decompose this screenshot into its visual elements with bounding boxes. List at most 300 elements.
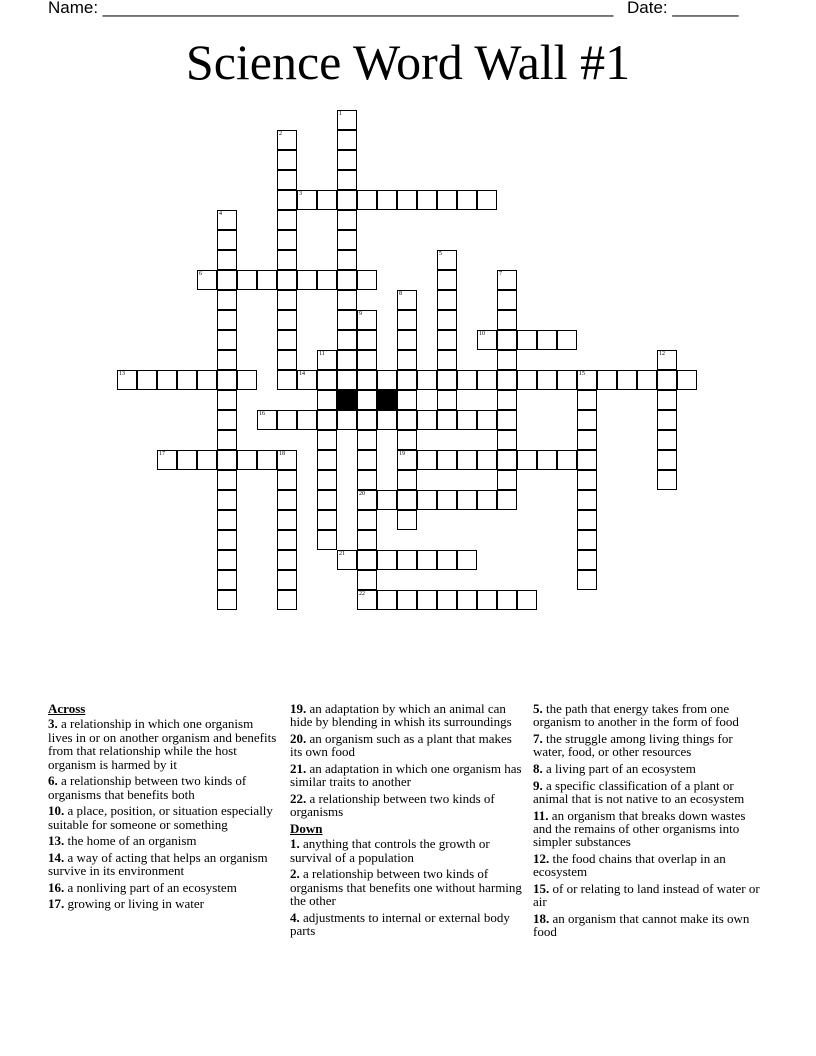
crossword-cell[interactable] xyxy=(437,490,457,510)
clue-item-text: an organism that breaks down wastes and the remains of other organisms into simpler substances xyxy=(533,807,746,850)
crossword-cell[interactable] xyxy=(197,370,217,390)
crossword-cell[interactable] xyxy=(357,390,377,410)
crossword-cell[interactable] xyxy=(357,410,377,430)
crossword-cell[interactable] xyxy=(337,150,357,170)
crossword-cell[interactable] xyxy=(357,470,377,490)
crossword-cell[interactable] xyxy=(477,490,497,510)
clue-item-number: 19. xyxy=(290,701,307,716)
clue-number: 16 xyxy=(259,411,265,417)
clue-number: 9 xyxy=(359,311,362,317)
crossword-cell[interactable] xyxy=(397,490,417,510)
crossword-cell[interactable] xyxy=(557,330,577,350)
clue-number: 11 xyxy=(319,351,325,357)
crossword-cell[interactable] xyxy=(417,410,437,430)
crossword-cell[interactable] xyxy=(277,570,297,590)
crossword-cell[interactable] xyxy=(337,230,357,250)
clue-item-number: 3. xyxy=(48,716,58,732)
crossword-cell[interactable] xyxy=(437,370,457,390)
crossword-cell[interactable] xyxy=(277,490,297,510)
clue-item xyxy=(533,809,765,849)
crossword-cell[interactable] xyxy=(217,330,237,350)
crossword-cell[interactable] xyxy=(497,450,517,470)
crossword-cell[interactable] xyxy=(317,390,337,410)
crossword-cell[interactable] xyxy=(277,510,297,530)
crossword-cell[interactable] xyxy=(517,370,537,390)
crossword-cell[interactable] xyxy=(117,370,137,390)
crossword-cell[interactable] xyxy=(277,350,297,370)
clue-number: 7 xyxy=(499,271,502,277)
crossword-cell[interactable] xyxy=(177,370,197,390)
crossword-cell[interactable] xyxy=(217,270,237,290)
crossword-black-cell xyxy=(377,390,397,410)
crossword-cell[interactable] xyxy=(397,370,417,390)
crossword-cell[interactable] xyxy=(377,490,397,510)
crossword-cell[interactable] xyxy=(137,370,157,390)
crossword-cell[interactable] xyxy=(577,410,597,430)
crossword-cell[interactable] xyxy=(397,350,417,370)
crossword-cell[interactable] xyxy=(277,370,297,390)
clue-column-1 xyxy=(48,702,280,914)
crossword-cell[interactable] xyxy=(657,450,677,470)
crossword-cell[interactable] xyxy=(397,290,417,310)
crossword-cell[interactable] xyxy=(317,530,337,550)
crossword-cell[interactable] xyxy=(497,370,517,390)
crossword-cell[interactable] xyxy=(577,490,597,510)
crossword-cell[interactable] xyxy=(397,470,417,490)
crossword-cell[interactable] xyxy=(237,450,257,470)
crossword-cell[interactable] xyxy=(577,390,597,410)
crossword-cell[interactable] xyxy=(337,370,357,390)
clue-number: 2 xyxy=(279,131,282,137)
crossword-cell[interactable] xyxy=(497,410,517,430)
crossword-cell[interactable] xyxy=(317,270,337,290)
clue-item-number: 4. xyxy=(290,909,300,925)
crossword-cell[interactable] xyxy=(357,450,377,470)
clue-item-text: a relationship between two kinds of organisms xyxy=(290,791,495,820)
crossword-cell[interactable] xyxy=(257,270,277,290)
clue-item-text: adjustments to internal or external body parts xyxy=(290,909,510,939)
crossword-cell[interactable] xyxy=(337,350,357,370)
crossword-cell[interactable] xyxy=(537,330,557,350)
crossword-cell[interactable] xyxy=(277,530,297,550)
crossword-cell[interactable] xyxy=(597,370,617,390)
crossword-cell[interactable] xyxy=(457,550,477,570)
page-title: Science Word Wall #1 xyxy=(185,34,631,90)
crossword-cell[interactable] xyxy=(317,490,337,510)
crossword-cell[interactable] xyxy=(477,370,497,390)
crossword-cell[interactable] xyxy=(437,330,457,350)
clue-item-number: 13. xyxy=(48,833,65,849)
crossword-cell[interactable] xyxy=(277,150,297,170)
crossword-cell[interactable] xyxy=(537,370,557,390)
crossword-cell[interactable] xyxy=(317,430,337,450)
clue-item xyxy=(533,912,765,939)
date-field-line[interactable]: Date: _______ xyxy=(627,0,739,17)
clue-item-number: 10. xyxy=(48,803,65,819)
crossword-cell[interactable] xyxy=(397,590,417,610)
crossword-cell[interactable] xyxy=(357,190,377,210)
crossword-cell[interactable] xyxy=(457,410,477,430)
crossword-cell[interactable] xyxy=(437,270,457,290)
clue-number: 8 xyxy=(399,291,402,297)
crossword-cell[interactable] xyxy=(317,370,337,390)
crossword-cell[interactable] xyxy=(417,590,437,610)
clue-column-3 xyxy=(533,702,765,942)
clue-number: 15 xyxy=(579,371,585,377)
clue-item-text: a specific classification of a plant or animal that is not native to an ecosystem xyxy=(533,777,745,806)
crossword-cell[interactable] xyxy=(217,390,237,410)
crossword-cell[interactable] xyxy=(357,370,377,390)
crossword-cell[interactable] xyxy=(517,450,537,470)
crossword-cell[interactable] xyxy=(197,450,217,470)
crossword-cell[interactable] xyxy=(357,570,377,590)
clue-item xyxy=(48,881,280,894)
crossword-cell[interactable] xyxy=(337,250,357,270)
crossword-cell[interactable] xyxy=(277,290,297,310)
crossword-cell[interactable] xyxy=(657,410,677,430)
crossword-cell[interactable] xyxy=(517,590,537,610)
clue-item-text: the struggle among living things for water, food, or other resources xyxy=(533,731,733,760)
crossword-cell[interactable] xyxy=(617,370,637,390)
crossword-cell[interactable] xyxy=(657,370,677,390)
clue-item xyxy=(290,732,522,759)
crossword-cell[interactable] xyxy=(377,410,397,430)
clue-item-text: the path that energy takes from one organism to another in the form of food xyxy=(533,701,739,730)
crossword-cell[interactable] xyxy=(517,330,537,350)
crossword-cell[interactable] xyxy=(497,270,517,290)
clue-item-number: 22. xyxy=(290,791,307,806)
crossword-cell[interactable] xyxy=(217,510,237,530)
crossword-cell[interactable] xyxy=(577,550,597,570)
clue-number: 17 xyxy=(159,451,165,457)
crossword-cell[interactable] xyxy=(577,570,597,590)
crossword-cell[interactable] xyxy=(397,390,417,410)
clue-item-number: 12. xyxy=(533,851,550,866)
clue-item-number: 1. xyxy=(290,836,300,852)
crossword-cell[interactable] xyxy=(457,190,477,210)
clue-number: 14 xyxy=(299,371,305,377)
crossword-cell[interactable] xyxy=(437,390,457,410)
crossword-cell[interactable] xyxy=(277,170,297,190)
clue-item-number: 2. xyxy=(290,866,300,882)
crossword-cell[interactable] xyxy=(217,370,237,390)
crossword-cell[interactable] xyxy=(217,570,237,590)
crossword-cell[interactable] xyxy=(577,510,597,530)
clue-item xyxy=(48,774,280,801)
crossword-cell[interactable] xyxy=(157,370,177,390)
crossword-cell[interactable] xyxy=(437,250,457,270)
crossword-cell[interactable] xyxy=(317,510,337,530)
clue-item-number: 6. xyxy=(48,773,58,789)
crossword-cell[interactable] xyxy=(337,270,357,290)
crossword-cell[interactable] xyxy=(317,450,337,470)
crossword-cell[interactable] xyxy=(217,470,237,490)
crossword-cell[interactable] xyxy=(497,490,517,510)
crossword-cell[interactable] xyxy=(577,450,597,470)
clue-item xyxy=(290,867,522,907)
crossword-cell[interactable] xyxy=(357,530,377,550)
crossword-cell[interactable] xyxy=(497,430,517,450)
clue-number: 12 xyxy=(659,351,665,357)
clue-item-number: 5. xyxy=(533,701,543,716)
clue-item-text: a relationship between two kinds of organisms that benefits both xyxy=(48,773,247,802)
crossword-cell[interactable] xyxy=(437,190,457,210)
crossword-cell[interactable] xyxy=(177,450,197,470)
clue-item xyxy=(533,702,765,729)
crossword-cell[interactable] xyxy=(357,550,377,570)
clue-number: 4 xyxy=(219,211,222,217)
crossword-cell[interactable] xyxy=(277,230,297,250)
clue-item xyxy=(290,702,522,729)
clue-item-number: 20. xyxy=(290,731,307,746)
down-heading: Down xyxy=(290,821,323,836)
crossword-cell[interactable] xyxy=(197,270,217,290)
crossword-cell[interactable] xyxy=(457,490,477,510)
clue-item-text: a place, position, or situation especially suitable for someone or something xyxy=(48,803,273,832)
crossword-cell[interactable] xyxy=(397,510,417,530)
crossword-cell[interactable] xyxy=(277,270,297,290)
crossword-cell[interactable] xyxy=(397,550,417,570)
clue-item-text: an organism that cannot make its own food xyxy=(533,911,750,940)
clue-number: 3 xyxy=(299,191,302,197)
crossword-cell[interactable] xyxy=(217,450,237,470)
crossword-cell[interactable] xyxy=(357,310,377,330)
clue-number: 19 xyxy=(399,451,405,457)
crossword-cell[interactable] xyxy=(277,190,297,210)
crossword-cell[interactable] xyxy=(537,450,557,470)
crossword-cell[interactable] xyxy=(437,450,457,470)
crossword-cell[interactable] xyxy=(377,590,397,610)
crossword-cell[interactable] xyxy=(677,370,697,390)
crossword-cell[interactable] xyxy=(317,190,337,210)
crossword-cell[interactable] xyxy=(417,190,437,210)
clue-item-number: 7. xyxy=(533,731,543,746)
crossword-cell[interactable] xyxy=(577,530,597,550)
crossword-cell[interactable] xyxy=(217,590,237,610)
crossword-cell[interactable] xyxy=(317,470,337,490)
crossword-cell[interactable] xyxy=(417,370,437,390)
crossword-cell[interactable] xyxy=(217,430,237,450)
crossword-cell[interactable] xyxy=(277,310,297,330)
clue-item-number: 21. xyxy=(290,761,307,776)
crossword-cell[interactable] xyxy=(397,450,417,470)
crossword-cell[interactable] xyxy=(477,330,497,350)
name-field-line[interactable]: Name: ______________________________________________________ xyxy=(48,0,614,17)
crossword-cell[interactable] xyxy=(157,450,177,470)
clue-number: 22 xyxy=(359,591,365,597)
crossword-cell[interactable] xyxy=(277,550,297,570)
clue-item xyxy=(48,804,280,831)
clue-item-text: the home of an organism xyxy=(64,833,197,849)
crossword-cell[interactable] xyxy=(577,370,597,390)
clue-item-number: 14. xyxy=(48,849,65,865)
crossword-cell[interactable] xyxy=(457,370,477,390)
clue-number: 20 xyxy=(359,491,365,497)
crossword-cell[interactable] xyxy=(237,270,257,290)
crossword-cell[interactable] xyxy=(277,450,297,470)
clue-item xyxy=(533,852,765,879)
clue-item xyxy=(48,717,280,771)
crossword-cell[interactable] xyxy=(277,250,297,270)
crossword-cell[interactable] xyxy=(357,510,377,530)
crossword-cell[interactable] xyxy=(417,450,437,470)
crossword-cell[interactable] xyxy=(277,130,297,150)
crossword-cell[interactable] xyxy=(217,210,237,230)
crossword-cell[interactable] xyxy=(277,210,297,230)
clue-column-2 xyxy=(290,702,522,941)
clue-item-text: anything that controls the growth or survival of a population xyxy=(290,836,490,865)
crossword-cell[interactable] xyxy=(377,190,397,210)
crossword-cell[interactable] xyxy=(437,290,457,310)
crossword-cell[interactable] xyxy=(297,190,317,210)
crossword-cell[interactable] xyxy=(377,370,397,390)
clue-item xyxy=(290,911,522,938)
crossword-cell[interactable] xyxy=(397,410,417,430)
crossword-cell[interactable] xyxy=(437,410,457,430)
crossword-cell[interactable] xyxy=(497,330,517,350)
crossword-cell[interactable] xyxy=(457,590,477,610)
crossword-cell[interactable] xyxy=(577,430,597,450)
crossword-cell[interactable] xyxy=(217,530,237,550)
clue-item-text: an adaptation in which one organism has similar traits to another xyxy=(290,761,522,790)
clue-item xyxy=(48,897,280,910)
clue-number: 6 xyxy=(199,271,202,277)
clue-item-text: growing or living in water xyxy=(64,896,204,912)
crossword-cell[interactable] xyxy=(657,470,677,490)
crossword-cell[interactable] xyxy=(217,350,237,370)
clue-item-text: the food chains that overlap in an ecosystem xyxy=(533,851,726,880)
clue-number: 13 xyxy=(119,371,125,377)
crossword-cell[interactable] xyxy=(657,430,677,450)
crossword-cell[interactable] xyxy=(217,490,237,510)
crossword-cell[interactable] xyxy=(377,550,397,570)
clue-item-number: 8. xyxy=(533,761,543,776)
crossword-cell[interactable] xyxy=(277,410,297,430)
crossword-cell[interactable] xyxy=(357,490,377,510)
crossword-cell[interactable] xyxy=(497,590,517,610)
crossword-cell[interactable] xyxy=(337,310,357,330)
crossword-cell[interactable] xyxy=(337,290,357,310)
crossword-cell[interactable] xyxy=(497,470,517,490)
crossword-cell[interactable] xyxy=(437,310,457,330)
crossword-cell[interactable] xyxy=(477,590,497,610)
across-heading: Across xyxy=(48,701,86,716)
crossword-cell[interactable] xyxy=(257,450,277,470)
crossword-cell[interactable] xyxy=(357,350,377,370)
clue-item xyxy=(533,882,765,909)
crossword-cell[interactable] xyxy=(477,190,497,210)
clue-number: 1 xyxy=(339,111,342,117)
crossword-cell[interactable] xyxy=(397,430,417,450)
crossword-cell[interactable] xyxy=(497,350,517,370)
crossword-cell[interactable] xyxy=(397,190,417,210)
crossword-cell[interactable] xyxy=(337,190,357,210)
clue-item-text: a way of acting that helps an organism survive in its environment xyxy=(48,849,268,879)
clue-item xyxy=(48,851,280,878)
clue-number: 10 xyxy=(479,331,485,337)
clue-item-number: 18. xyxy=(533,911,550,926)
crossword-cell[interactable] xyxy=(217,230,237,250)
clue-item xyxy=(533,732,765,759)
clue-number: 5 xyxy=(439,251,442,257)
clue-item-text: a relationship in which one organism lives in or on another organism and benefits from that relationship while the host organism is harmed by it xyxy=(48,716,277,772)
crossword-cell[interactable] xyxy=(277,590,297,610)
crossword-cell[interactable] xyxy=(397,310,417,330)
crossword-black-cell xyxy=(337,390,357,410)
crossword-cell[interactable] xyxy=(217,410,237,430)
clue-item-number: 16. xyxy=(48,879,65,895)
crossword-cell[interactable] xyxy=(297,370,317,390)
clue-item-text: an adaptation by which an animal can hide by blending in whish its surroundings xyxy=(290,701,512,730)
crossword-cell[interactable] xyxy=(657,350,677,370)
crossword-cell[interactable] xyxy=(497,390,517,410)
crossword-cell[interactable] xyxy=(217,310,237,330)
clue-item xyxy=(533,762,765,775)
clue-item-text: a relationship between two kinds of organisms that benefits one without harming the other xyxy=(290,866,522,909)
clue-item-number: 11. xyxy=(533,807,549,823)
crossword-cell[interactable] xyxy=(297,410,317,430)
clue-item-text: a living part of an ecosystem xyxy=(542,761,696,776)
crossword-cell[interactable] xyxy=(237,370,257,390)
crossword-cell[interactable] xyxy=(337,110,357,130)
crossword-cell[interactable] xyxy=(497,290,517,310)
crossword-cell[interactable] xyxy=(437,550,457,570)
crossword-cell[interactable] xyxy=(437,590,457,610)
crossword-cell[interactable] xyxy=(357,590,377,610)
clue-item xyxy=(290,837,522,864)
crossword-cell[interactable] xyxy=(257,410,277,430)
crossword-cell[interactable] xyxy=(557,450,577,470)
crossword-cell[interactable] xyxy=(477,450,497,470)
clue-item xyxy=(48,834,280,847)
crossword-cell[interactable] xyxy=(577,470,597,490)
clue-item xyxy=(533,779,765,806)
crossword-cell[interactable] xyxy=(337,210,357,230)
crossword-cell[interactable] xyxy=(337,410,357,430)
crossword-cell[interactable] xyxy=(457,450,477,470)
crossword-cell[interactable] xyxy=(297,270,317,290)
clue-item-text: a nonliving part of an ecosystem xyxy=(64,879,237,895)
crossword-cell[interactable] xyxy=(317,410,337,430)
crossword-cell[interactable] xyxy=(337,130,357,150)
crossword-cell[interactable] xyxy=(337,330,357,350)
crossword-cell[interactable] xyxy=(277,330,297,350)
crossword-cell[interactable] xyxy=(437,350,457,370)
crossword-cell[interactable] xyxy=(417,550,437,570)
crossword-cell[interactable] xyxy=(357,330,377,350)
crossword-cell[interactable] xyxy=(657,390,677,410)
crossword-cell[interactable] xyxy=(357,270,377,290)
crossword-cell[interactable] xyxy=(357,430,377,450)
crossword-cell[interactable] xyxy=(337,170,357,190)
crossword-cell[interactable] xyxy=(217,550,237,570)
crossword-cell[interactable] xyxy=(417,490,437,510)
crossword-cell[interactable] xyxy=(477,410,497,430)
clue-item-number: 9. xyxy=(533,777,543,793)
crossword-cell[interactable] xyxy=(397,330,417,350)
clue-item-number: 15. xyxy=(533,881,550,896)
crossword-cell[interactable] xyxy=(637,370,657,390)
crossword-cell[interactable] xyxy=(497,310,517,330)
crossword-cell[interactable] xyxy=(217,290,237,310)
crossword-cell[interactable] xyxy=(557,370,577,390)
crossword-cell[interactable] xyxy=(337,550,357,570)
crossword-cell[interactable] xyxy=(317,350,337,370)
crossword-cell[interactable] xyxy=(277,470,297,490)
crossword-cell[interactable] xyxy=(217,250,237,270)
clue-item xyxy=(290,762,522,789)
clue-item-number: 17. xyxy=(48,896,65,912)
